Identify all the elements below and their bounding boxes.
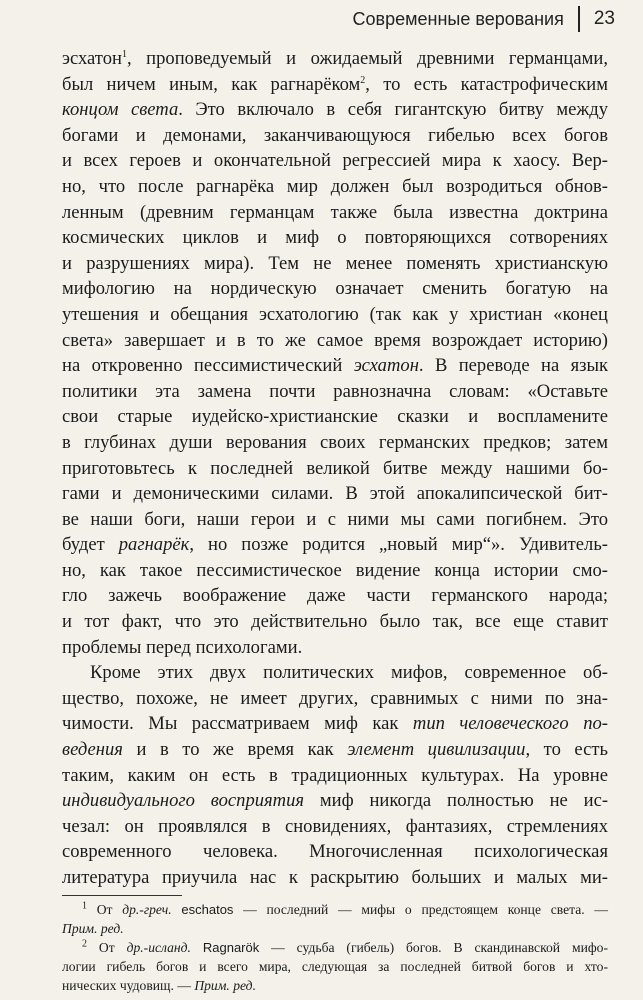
text-line: свои старые иудейско-христианские сказки и воспламените (62, 406, 608, 428)
footnote-line: $^2$ От др.-исланд. Ragnarök — судьба (гибель) богов. В скандинавской мифо- (82, 938, 608, 955)
page-number: 23 (593, 8, 615, 29)
text-line: гами и демоническими силами. В этой апокалипсической бит- (62, 483, 608, 505)
footnote-line: $^1$ От др.-греч. eschatos — последний — мифы о предстоящем конце света. — (82, 900, 608, 917)
text-line: и тот факт, что это действительно было так, все еще ставит (62, 611, 608, 633)
text-line: на откровенно пессимистический эсхатон. В переводе на язык (62, 355, 609, 377)
text-line: концом света. Это включало в себя гигантскую битву между (62, 99, 609, 121)
text-line: ве наши боги, наши герои и с ними мы сами погибнем. Это (62, 508, 608, 530)
text-line: и разрушениях мира). Тем не менее поменять христианскую (62, 252, 608, 274)
text-line: но, что после рагнарёка мир должен был возродиться обнов- (62, 175, 608, 197)
text-line: чезал: он проявлялся в сновидениях, фантазиях, стремлениях (62, 815, 608, 837)
text-line: ведения и в то же время как элемент цивилизации, то есть (62, 739, 608, 761)
text-line: гло зажечь воображение даже части германского народа; (62, 585, 608, 607)
text-line: современного человека. Многочисленная психологическая (62, 841, 608, 863)
text-line: будет рагнарёк, но позже родится „новый мир“». Удивитель- (62, 534, 608, 556)
text-line: в глубинах души верования своих германских предков; затем (62, 431, 608, 453)
header-divider (578, 6, 580, 32)
text-line: и всех героев и окончательной регрессией мира к хаосу. Вер- (62, 150, 608, 172)
text-line: света» завершает и в то же самое время возрождает историю) (62, 329, 608, 351)
text-line: политики эта замена почти равнозначна словам: «Оставьте (62, 380, 608, 402)
text-line: чимости. Мы рассматриваем миф как тип человеческого по- (62, 713, 608, 735)
footnotes (62, 900, 608, 995)
text-line: был ничем иным, как рагнарёком$^2$, то есть катастрофическим (62, 73, 609, 95)
text-line: но, как такое пессимистическое видение конца истории смо- (62, 559, 608, 581)
text-line: утешения и обещания эсхатологию (так как у христиан «конец (62, 303, 608, 325)
footnote-divider (62, 895, 182, 896)
text-line: богами и демонами, заканчивающуюся гибелью всех богов (62, 124, 608, 146)
footnote-line: логии гибель богов и всего мира, следующая за последней битвой богов и хто- (62, 959, 608, 974)
text-line: литература приучила нас к раскрытию больших и малых ми- (62, 867, 608, 888)
main-text (62, 46, 608, 891)
text-line: космических циклов и миф о повторяющихся сотворениях (62, 227, 608, 249)
footnote-line: нических чудовищ. — Прим. ред. (62, 978, 256, 993)
footnote-line: Прим. ред. (62, 921, 124, 936)
text-line: мифологию на нордическую означает сменить богатую на (62, 278, 608, 300)
running-header (353, 6, 615, 32)
text-line: приготовьтесь к последней великой битве между нашими бо- (62, 457, 608, 479)
text-line: индивидуального восприятия миф никогда полностью не ис- (62, 790, 609, 812)
text-line: ленным (древним германцам также была известна доктрина (62, 201, 608, 223)
text-line: щество, похоже, не имеет других, сравнимых с ними по зна- (62, 687, 608, 709)
chapter-title: Современные верования (352, 8, 564, 29)
text-line: проблемы перед психологами. (62, 636, 303, 658)
text-line: таким, каким он есть в традиционных культурах. На уровне (62, 764, 608, 786)
text-line: эсхатон$^1$, проповедуемый и ожидаемый древними германцами, (62, 48, 608, 69)
text-line: Кроме этих двух политических мифов, современное об- (90, 662, 608, 684)
